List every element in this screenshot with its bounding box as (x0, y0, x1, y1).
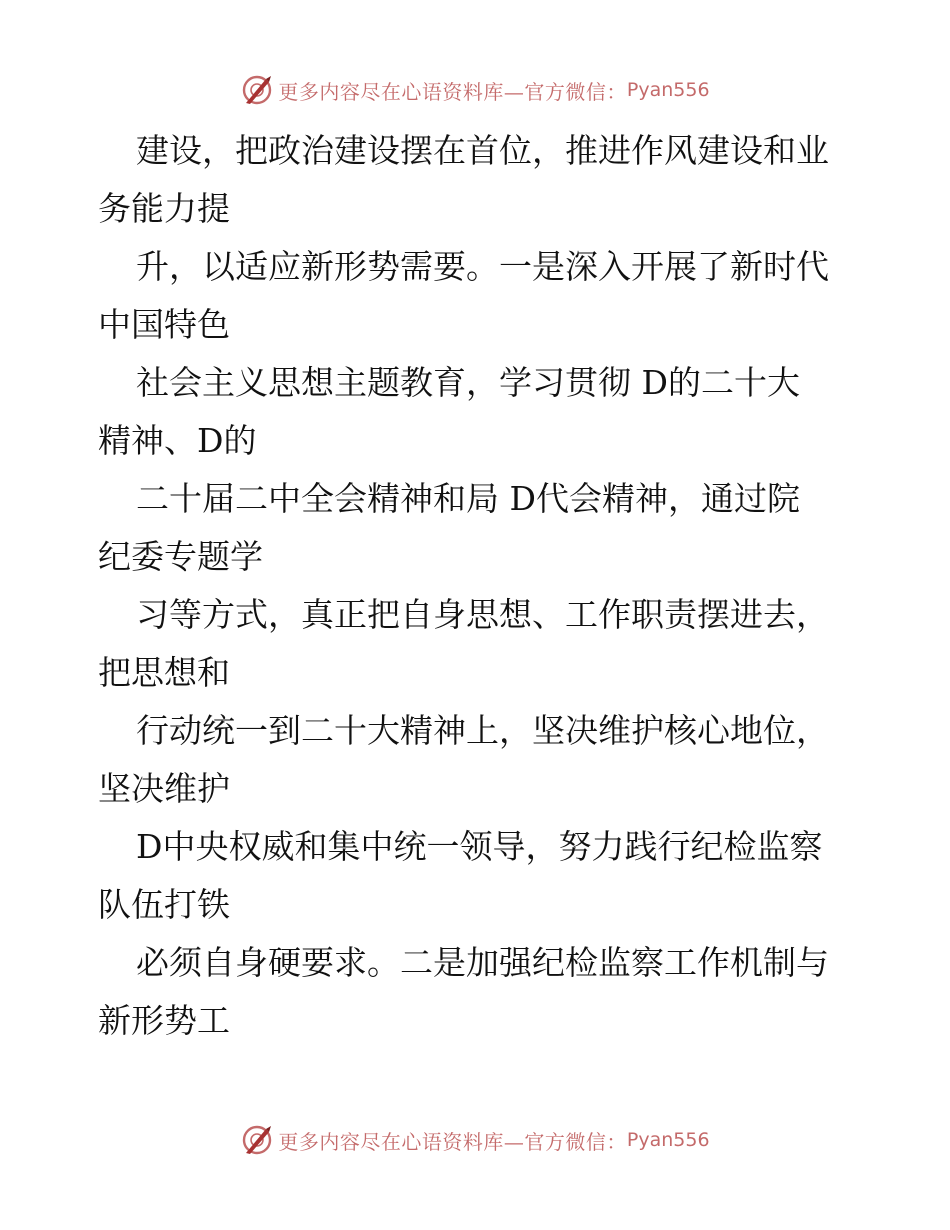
text-line: 建设，把政治建设摆在首位，推进作风建设和业 (136, 131, 829, 170)
text-line: 升，以适应新形势需要。一是深入开展了新时代 (136, 247, 829, 286)
header-watermark (0, 70, 950, 110)
text-line: 习等方式，真正把自身思想、工作职责摆进去， (136, 595, 829, 634)
watermark-id: Pyan556 (626, 79, 710, 101)
quill-logo-icon (240, 73, 274, 107)
footer-watermark (0, 1120, 950, 1160)
text-line: 行动统一到二十大精神上，坚决维护核心地位， (136, 711, 829, 750)
watermark-text: 更多内容尽在心语资料库—官方微信： (278, 1129, 627, 1154)
text-line: 新形势工 (98, 1001, 230, 1040)
text-line: 坚决维护 (98, 769, 230, 808)
text-line: 纪委专题学 (98, 537, 263, 576)
text-line: 精神、D的 (98, 421, 257, 460)
text-line: 队伍打铁 (98, 885, 230, 924)
text-line: 中国特色 (98, 305, 230, 344)
text-line: 二十届二中全会精神和局 D代会精神，通过院 (136, 479, 800, 518)
document-body (98, 122, 858, 1050)
text-line: 必须自身硬要求。二是加强纪检监察工作机制与 (136, 943, 829, 982)
quill-logo-icon (240, 1123, 274, 1157)
text-line: D中央权威和集中统一领导，努力践行纪检监察 (136, 827, 823, 866)
text-line: 把思想和 (98, 653, 230, 692)
text-line: 社会主义思想主题教育，学习贯彻 D的二十大 (136, 363, 800, 402)
watermark-text: 更多内容尽在心语资料库—官方微信： (278, 79, 627, 104)
watermark-id: Pyan556 (626, 1129, 710, 1151)
text-line: 务能力提 (98, 189, 230, 228)
